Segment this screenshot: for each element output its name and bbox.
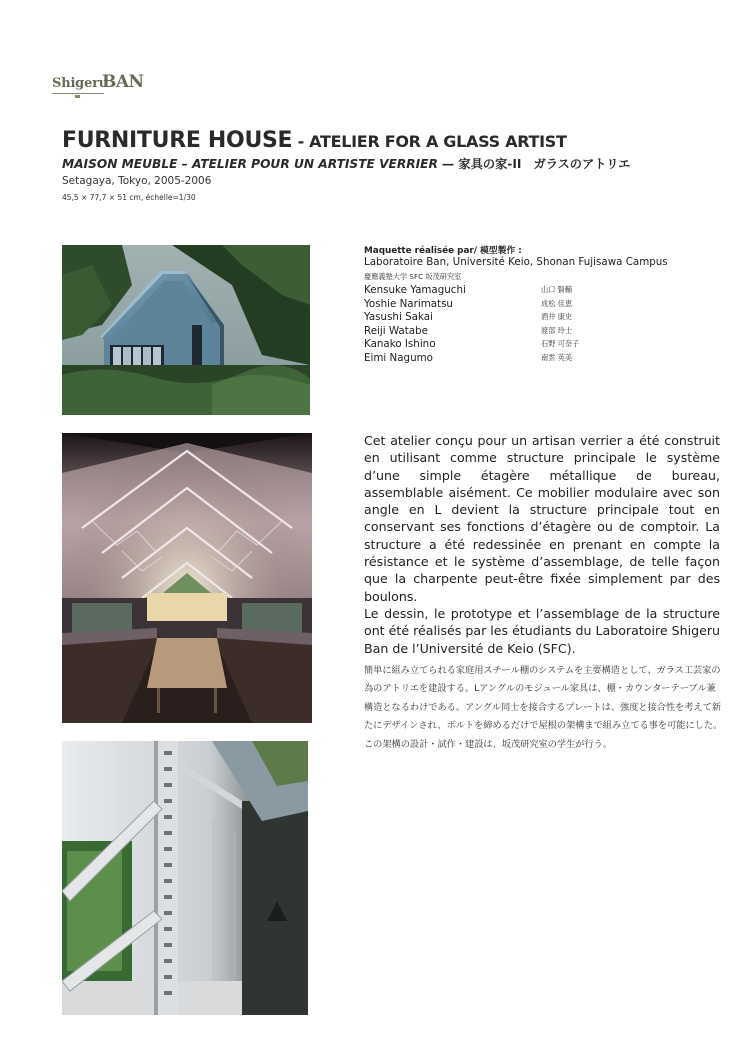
subtitle-fr: MAISON MEUBLE – ATELIER POUR UN ARTISTE VERRIER —: [62, 157, 459, 171]
member-name: Eimi Nagumo: [364, 351, 433, 364]
member-name: Reiji Watabe: [364, 324, 428, 337]
logo-text-ban: BAN: [102, 72, 144, 92]
shigeru-ban-logo: [52, 70, 152, 104]
list-item: [364, 311, 624, 325]
list-item: [364, 284, 624, 298]
member-name-jp: 南雲 英美: [541, 352, 573, 362]
page-subtitle: [62, 155, 631, 172]
member-list: [364, 284, 624, 366]
member-name-jp: 渡部 玲士: [541, 325, 573, 335]
title-main: FURNITURE HOUSE: [62, 128, 293, 153]
location-date: Setagaya, Tokyo, 2005-2006: [62, 175, 212, 187]
description-paragraph: Le dessin, le prototype et l’assemblage de la structure ont été réalisés par les étudiants du Laboratoire Shigeru Ban de l’Université de Keio (SFC).: [364, 605, 720, 656]
list-item: [364, 298, 624, 312]
list-item: [364, 325, 624, 339]
photo-structure-detail: [62, 741, 308, 1015]
model-dimensions: 45,5 × 77,7 × 51 cm, échelle=1/30: [62, 193, 196, 202]
description-paragraph: Cet atelier conçu pour un artisan verrier a été construit en utilisant comme structure principale le système d’une simple étagère métallique de bureau, assemblable aisément. Ce mobilier modulaire avec son angle en L devient la structure principale tout en conservant ses fonctions d’étagère ou de comptoir. La structure a été redessinée en prenant en compte la résistance et le système d’assemblage, de telle façon que la charpente peut-être fixée simplement par des boulons.: [364, 433, 720, 604]
member-name-jp: 成松 佳恵: [541, 298, 573, 308]
title-sub: - ATELIER FOR A GLASS ARTIST: [292, 132, 567, 151]
description-french: [364, 432, 720, 657]
member-name: Kensuke Yamaguchi: [364, 284, 466, 296]
subtitle-jp: 家具の家-II ガラスのアトリエ: [458, 157, 631, 171]
logo-mark: [75, 95, 80, 98]
logo-text-shigeru: Shigeru: [52, 76, 109, 91]
photo-exterior: [62, 245, 310, 415]
photo-interior: [62, 433, 312, 723]
member-name: Kanako Ishino: [364, 338, 436, 351]
member-name-jp: 酒井 康史: [541, 312, 573, 322]
member-name-jp: 石野 可奈子: [541, 339, 580, 349]
logo-underline: [52, 93, 104, 94]
page-title: [62, 128, 567, 153]
member-name-jp: 山口 賢輔: [541, 285, 573, 294]
member-name: Yasushi Sakai: [364, 311, 433, 324]
list-item: [364, 352, 624, 366]
credits-lab: Laboratoire Ban, Université Keio, Shonan Fujisawa Campus: [364, 256, 668, 268]
credits-lab-jp: 慶應義塾大学 SFC 坂茂研究室: [364, 272, 462, 281]
member-name: Yoshie Narimatsu: [364, 297, 453, 310]
description-japanese: 簡単に組み立てられる家庭用スチール棚のシステムを主要構造として、ガラス工芸家の為のアトリエを建設する。Lアングルのモジュール家具は、棚・カウンターテーブル兼構造となるわけである。アングル同士を接合するプレートは、強度と接合性を考えて新たにデザインされ、ボルトを締めるだけで屋根の架構まで組み立てる事を可能にした。この架構の設計・試作・建設は、坂茂研究室の学生が行う。: [364, 665, 723, 750]
credits-label: Maquette réalisée par/ 模型製作 :: [364, 246, 522, 256]
list-item: [364, 338, 624, 352]
